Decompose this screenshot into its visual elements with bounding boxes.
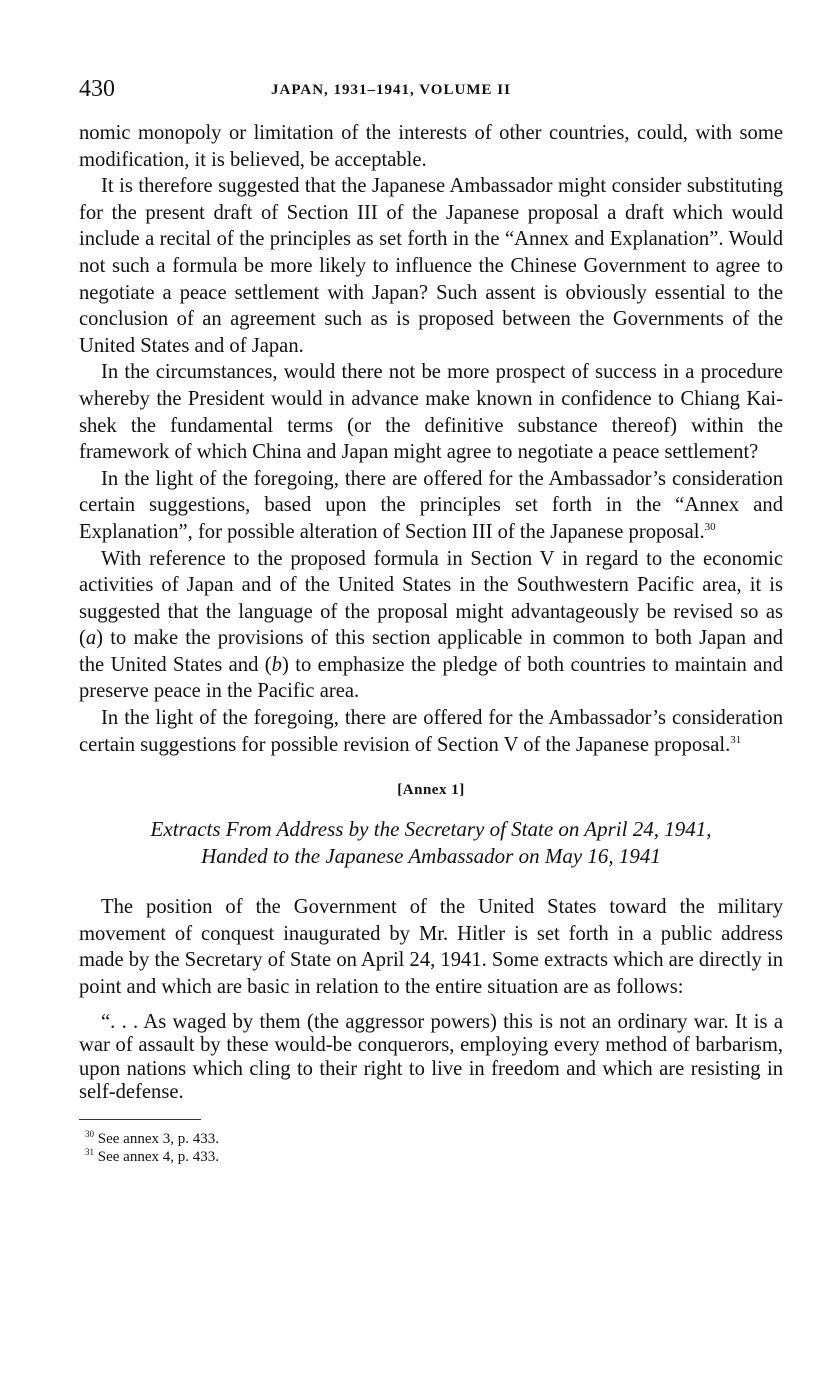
footnote-marker: 31 xyxy=(85,1147,94,1157)
paragraph-section-iii-suggestion: It is therefore suggested that the Japanese Ambassador might consider substituting for the present draft of Section III of the Japanese proposal a draft which would include a recital of the principles as set forth in the “Annex and Explanation”. Would not such a formula be more likely to influence the Chinese Government to agree to negotiate a peace settlement with Japan? Such assent is obviously essential to the conclusion of an agreement such as is proposed between the Governments of the United States and of Japan. xyxy=(79,175,783,357)
annex-title-line-1: Extracts From Address by the Secretary of State on April 24, 1941, xyxy=(150,817,712,842)
page-header xyxy=(79,72,783,108)
footnote-text: See annex 4, p. 433. xyxy=(97,1149,219,1165)
footnote-marker: 30 xyxy=(85,1129,94,1139)
annex-title xyxy=(79,816,783,870)
paragraph-section-v-part-c: ) to emphasize the pledge of both countries to maintain and preserve peace in the Pacific area. xyxy=(79,653,783,703)
footnotes xyxy=(79,1130,783,1166)
annex-paragraph: The position of the Government of the United States toward the military movement of conquest inaugurated by Mr. Hitler is set forth in a public address made by the Secretary of State on April 24, 1941. Some extracts which are directly in point and which are basic in relation to the entire situation are as follows: xyxy=(79,896,783,999)
annex-quote: “. . . As waged by them (the aggressor powers) this is not an ordinary war. It is a war of assault by these would-be conquerors, employing every method of barbarism, upon nations which cling to their right to live in freedom and which are resisting in self-defense. xyxy=(79,1010,783,1104)
paragraph-section-v xyxy=(79,546,783,706)
annex-label: [Annex 1] xyxy=(397,782,465,799)
page-number: 430 xyxy=(79,76,115,102)
paragraph-section-v-offer-text: In the light of the foregoing, there are offered for the Ambassador’s consideration certain suggestions for possible revision of Section V of the Japanese proposal. xyxy=(79,707,783,756)
footnote-31 xyxy=(85,1148,783,1166)
paragraph-section-v-part-b: ) to make the provisions of this section applicable in common to both Japan and the United States and ( xyxy=(79,627,783,676)
footnote-ref-31: 31 xyxy=(730,733,742,746)
paragraph-section-iii-offer xyxy=(79,466,783,546)
paragraph-section-v-offer xyxy=(79,705,783,758)
footnote-30 xyxy=(85,1130,783,1148)
footnote-ref-30: 30 xyxy=(704,521,716,534)
item-letter-b: b xyxy=(271,653,282,676)
paragraph-section-iii-offer-text: In the light of the foregoing, there are offered for the Ambassador’s consideration certain suggestions, based upon the principles set forth in the “Annex and Explanation”, for possible alteration of Section III of the Japanese proposal. xyxy=(79,467,783,543)
running-head: JAPAN, 1931–1941, VOLUME II xyxy=(271,82,511,98)
footnote-divider xyxy=(79,1119,201,1120)
paragraph-procedure: In the circumstances, would there not be more prospect of success in a procedure whereby the President would in advance make known in confidence to Chiang Kai-shek the fundamental terms (or the definitive substance thereof) within the framework of which China and Japan might agree to negotiate a peace settlement? xyxy=(79,361,783,464)
paragraph-section-v-part-a: With reference to the proposed formula in Section V in regard to the economic activities of Japan and of the United States in the Southwestern Pacific area, it is suggested that the language of the proposal might advantageously be revised so as ( xyxy=(79,547,783,650)
annex-title-line-2: Handed to the Japanese Ambassador on May 16, 1941 xyxy=(201,844,661,869)
footnote-text: See annex 3, p. 433. xyxy=(97,1131,219,1147)
item-letter-a: a xyxy=(85,627,97,650)
document-page xyxy=(79,72,783,1166)
paragraph-continued: nomic monopoly or limitation of the interests of other countries, could, with some modification, it is believed, be acceptable. xyxy=(79,122,783,171)
